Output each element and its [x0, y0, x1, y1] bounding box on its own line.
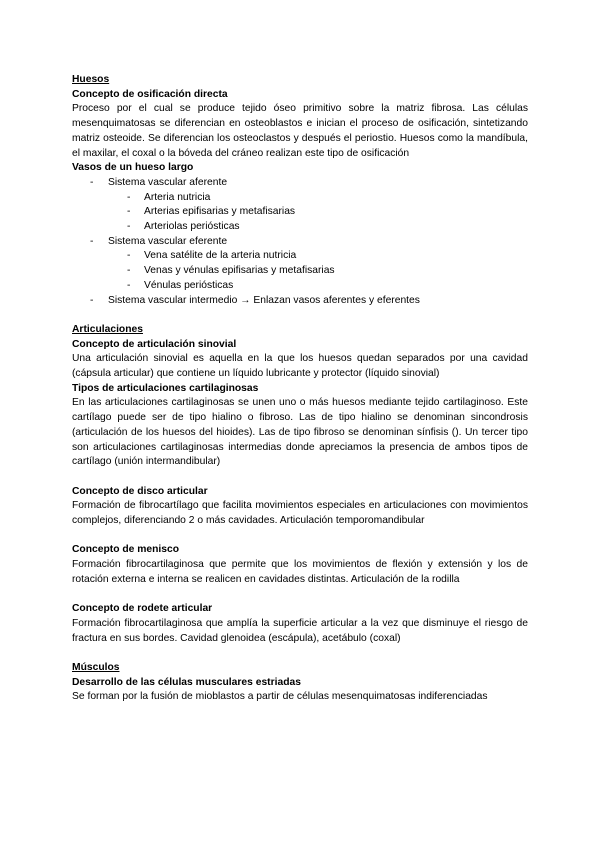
list-dash: -: [127, 265, 131, 277]
list-dash: -: [90, 294, 94, 306]
sublist-item-label: Vénulas periósticas: [144, 279, 234, 291]
section-title-musculos: Músculos: [72, 662, 120, 674]
document-page: [72, 73, 528, 705]
sublist-item: [72, 279, 528, 294]
section-title-articulaciones: Articulaciones: [72, 323, 143, 335]
sublist: [108, 191, 528, 235]
sublist-item: [72, 191, 528, 206]
sublist-item-label: Arteriolas periósticas: [144, 221, 240, 233]
section-title-huesos: Huesos: [72, 74, 110, 85]
heading-menisco: Concepto de menisco: [72, 544, 179, 556]
paragraph-menisco: Formación fibrocartilaginosa que permite que los movimientos de flexión y extensión y los de rotación externa e interna se realicen en cavidades distintas. Articulación de la rodilla: [72, 559, 528, 585]
list-item: [72, 235, 528, 294]
sublist: [108, 249, 528, 293]
sublist-item-label: Arteria nutricia: [144, 191, 211, 203]
sublist-item: [72, 264, 528, 279]
list-dash: -: [127, 221, 131, 233]
paragraph-desarrollo: Se forman por la fusión de mioblastos a partir de células mesenquimatosas indiferenciadas: [72, 691, 488, 703]
heading-desarrollo: Desarrollo de las células musculares estriadas: [72, 676, 301, 688]
list-dash: -: [127, 206, 131, 218]
spacer: [72, 588, 528, 603]
list-dash: -: [127, 279, 131, 291]
list-dash: -: [127, 250, 131, 262]
heading-rodete: Concepto de rodete articular: [72, 603, 213, 615]
paragraph-rodete: Formación fibrocartilaginosa que amplía la superficie articular a la vez que disminuye el riesgo de fractura en sus bordes. Cavidad glenoidea (escápula), acetábulo (coxal): [72, 617, 528, 644]
list-item-label: Sistema vascular eferente: [108, 235, 228, 247]
heading-cartilaginosas: Tipos de articulaciones cartilaginosas: [72, 382, 259, 394]
heading-sinovial: Concepto de articulación sinovial: [72, 338, 237, 350]
sublist-item-label: Vena satélite de la arteria nutricia: [144, 250, 297, 262]
list-item: [72, 294, 528, 309]
paragraph-cartilaginosas: En las articulaciones cartilaginosas se unen uno o más huesos mediante tejido cartilaginoso. Este cartílago puede ser de tipo hialino o fibroso. Las de tipo hialino se denominan sincondrosis (articulación de los huesos del hioides). Las de tipo fibroso se denominan sínfisis (). Un tercer tipo son articulaciones cartilaginosas intermedias donde apreciamos la presencia de ambos tipos de cartílago (unión intermandibular): [72, 397, 528, 468]
paragraph-sinovial: Una articulación sinovial es aquella en la que los huesos quedan separados por una cavidad (cápsula articular) que contiene un líquido lubricante y protector (líquido sinovial): [72, 353, 528, 380]
paragraph-disco: Formación de fibrocartílago que facilita movimientos especiales en articulaciones con movimientos complejos, diferenciando 2 o más cavidades. Articulación temporomandibular: [72, 500, 528, 527]
heading-vasos: Vasos de un hueso largo: [72, 162, 194, 174]
list-dash: -: [90, 176, 94, 188]
list-item-label: Sistema vascular intermedio → Enlazan vasos aferentes y eferentes: [108, 294, 420, 306]
list-item-label: Sistema vascular aferente: [108, 176, 228, 188]
sublist-item-label: Arterias epifisarias y metafisarias: [144, 206, 296, 218]
heading-osificacion: Concepto de osificación directa: [72, 88, 228, 100]
list-dash: -: [90, 235, 94, 247]
spacer: [72, 308, 528, 323]
sublist-item: [72, 249, 528, 264]
spacer: [72, 646, 528, 661]
list-item: [72, 176, 528, 235]
sublist-item: [72, 205, 528, 220]
paragraph-osificacion: Proceso por el cual se produce tejido óseo primitivo sobre la matriz fibrosa. Las células mesenquimatosas se diferencian en osteoblastos e inician el proceso de osificación, sintetizando matriz osteoide. Se diferencian los osteoclastos y después el periostio. Huesos como la mandíbula, el maxilar, el coxal o la bóveda del cráneo realizan este tipo de osificación: [72, 103, 528, 159]
spacer: [72, 529, 528, 544]
sublist-item: [72, 220, 528, 235]
sublist-item-label: Venas y vénulas epifisarias y metafisarias: [144, 265, 335, 277]
list-dash: -: [127, 191, 131, 203]
vasos-list: [72, 176, 528, 308]
heading-disco: Concepto de disco articular: [72, 485, 208, 497]
spacer: [72, 470, 528, 485]
